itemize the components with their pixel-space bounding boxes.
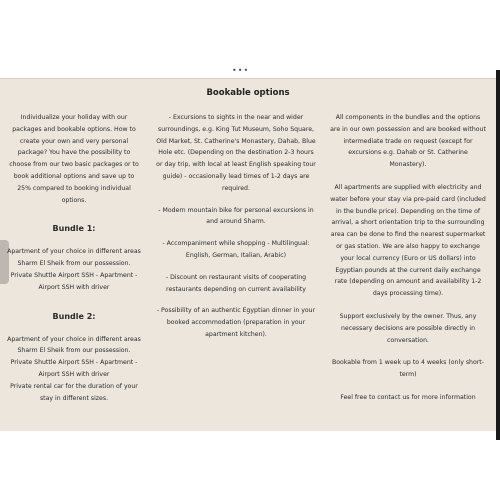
intro-text: Individualize your holiday with our packages and bookable options. How to create your own and very personal package? You have the possibility to choose from our two basic packages or to book additional options and save up to 25% compared to booking individual options. [9, 114, 139, 204]
info-item: All apartments are supplied with electricity and water before your stay via pre-paid card (included in the bundle price). Depending on the time of arrival, a short orientation trip to the surrounding area can be done to find the nearest supermarket or gas station. We are also happy to exchange your local currency (Euro or US dollars) into Egyptian pounds at the current daily exchange rate (depending on amount and availability 1-2 days processing time). [330, 183, 486, 298]
page-title: Bookable options [206, 88, 290, 98]
column-packages [6, 112, 142, 413]
window-edge [496, 70, 500, 440]
bundle-1-line: Apartment of your choice in different areas Sharm El Sheik from our possession. [7, 248, 141, 268]
bundle-2-line: Apartment of your choice in different areas Sharm El Sheik from our possession. [7, 335, 141, 355]
info-item: Support exclusively by the owner. Thus, any necessary decisions are possible directly in conversation. [339, 312, 477, 344]
option-item: - Excursions to sights in the near and wider surroundings, e.g. King Tut Museum, Soho Square, Old Market, St. Catherine's Monastery, Dahab, Blue Hole etc. (Depending on the destination 2-3 hours or day trip, with local at least English speaking tour guide) - occasionally lead times of 1-2 days are required. [156, 114, 316, 192]
option-item: - Discount on restaurant visits of cooperating restaurants depending on current availability [165, 273, 307, 293]
column-options [156, 112, 316, 351]
option-item: - Modern mountain bike for personal excursions in and around Sharm. [158, 206, 314, 226]
contact-text: Feel free to contact us for more information [340, 393, 476, 401]
info-item: All components in the bundles and the options are in our own possession and are booked without intermediate trade on request (except for excursions e.g. Dahab or St. Catherine Monastery). [330, 114, 486, 169]
drag-handle[interactable]: ••• [232, 66, 250, 75]
column-info [330, 112, 486, 415]
bundle-2-heading: Bundle 2: [52, 311, 96, 321]
bundle-1-heading: Bundle 1: [52, 224, 96, 234]
option-item: - Accompaniment while shopping - Multilingual: English, German, Italian, Arabic) [162, 240, 310, 259]
info-item: Bookable from 1 week up to 4 weeks (only short-term) [332, 359, 484, 379]
bundle-2-line: Private rental car for the duration of your stay in different sizes. [10, 382, 138, 402]
option-item: - Possibility of an authentic Egyptian dinner in your booked accommodation (preparation in your apartment kitchen). [156, 307, 316, 338]
bundle-2-line: Private Shuttle Airport SSH - Apartment - Airport SSH with driver [10, 359, 138, 378]
bundle-1-line: Private Shuttle Airport SSH - Apartment - Airport SSH with driver [10, 271, 138, 291]
